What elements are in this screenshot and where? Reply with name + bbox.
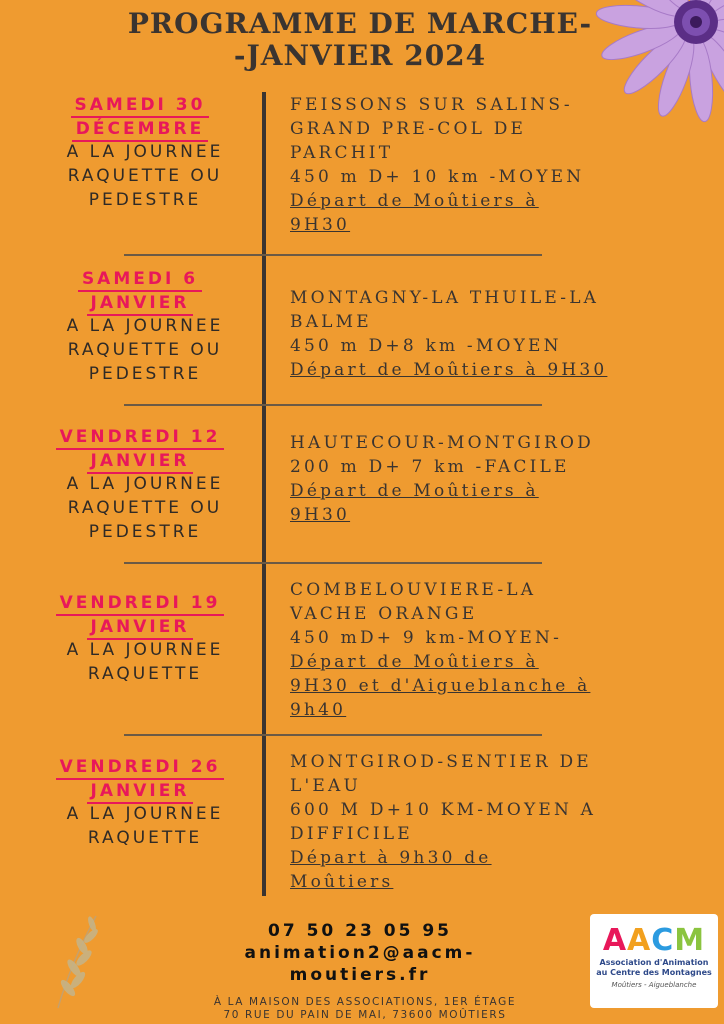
event-activity-line: PEDESTRE [88, 522, 202, 542]
row-divider [124, 734, 542, 736]
event-departure-line: Départ de Moûtiers à [290, 652, 539, 672]
event-activity-line: A LA JOURNEE [66, 474, 224, 494]
event-date-line: VENDREDI 19 [56, 592, 225, 616]
event-activity [20, 314, 270, 386]
event-description-line: 450 m D+8 km -MOYEN [290, 336, 562, 356]
event-description-line: BALME [290, 312, 372, 332]
event-activity-line: A LA JOURNEE [66, 640, 224, 660]
event-departure-line: Départ de Moûtiers à [290, 191, 539, 211]
event-date [20, 268, 260, 316]
page-title [80, 8, 640, 72]
event-departure-line: 9H30 [290, 505, 351, 525]
event-departure-line: Départ à 9h30 de [290, 848, 492, 868]
event-departure-line: Départ de Moûtiers à [290, 481, 539, 501]
event-activity-line: RAQUETTE [87, 664, 203, 684]
aacm-logo [590, 914, 718, 1008]
event-date-line: VENDREDI 12 [56, 426, 225, 450]
row-divider [124, 404, 542, 406]
logo-letter: M [674, 923, 706, 958]
event-description-line: 200 m D+ 7 km -FACILE [290, 457, 570, 477]
row-divider [124, 254, 542, 256]
event-description-line: COMBELOUVIERE-LA [290, 580, 537, 600]
email-line-1[interactable]: animation2@aacm- [244, 943, 476, 963]
event-activity-line: A LA JOURNEE [66, 316, 224, 336]
event-description-line: MONTAGNY-LA THUILE-LA [290, 288, 600, 308]
event-activity-line: RAQUETTE [87, 828, 203, 848]
event-description-line: 600 M D+10 KM-MOYEN A [290, 800, 597, 820]
event-departure-line: Moûtiers [290, 872, 394, 892]
event-date-line: SAMEDI 6 [78, 268, 202, 292]
leaf-sprig-icon [38, 910, 108, 1010]
event-description-line: PARCHIT [290, 143, 394, 163]
row-divider [124, 562, 542, 564]
event-activity [20, 140, 270, 212]
contact-block [180, 920, 540, 986]
event-date-line: JANVIER [87, 292, 194, 316]
address-line-1: À LA MAISON DES ASSOCIATIONS, 1ER ÉTAGE [213, 996, 517, 1008]
event-date-line: JANVIER [87, 616, 194, 640]
event-description-line: MONTGIROD-SENTIER DE [290, 752, 592, 772]
event-date [20, 94, 260, 142]
event-departure-line: 9H30 et d'Aigueblanche à [290, 676, 591, 696]
logo-mark [590, 924, 718, 958]
event-activity [20, 802, 270, 850]
event-activity-line: RAQUETTE OU [67, 340, 223, 360]
event-activity [20, 472, 270, 544]
event-activity [20, 638, 270, 686]
address [130, 996, 600, 1022]
event-activity-line: A LA JOURNEE [66, 142, 224, 162]
event-date-line: SAMEDI 30 [71, 94, 210, 118]
event-date [20, 426, 260, 474]
event-activity-line: A LA JOURNEE [66, 804, 224, 824]
event-activity-line: PEDESTRE [88, 190, 202, 210]
event-description-line: VACHE ORANGE [290, 604, 478, 624]
event-description-line: L'EAU [290, 776, 361, 796]
logo-letter: A [627, 923, 652, 958]
event-activity-line: RAQUETTE OU [67, 498, 223, 518]
event-description-line: HAUTECOUR-MONTGIROD [290, 433, 595, 453]
event-activity-line: PEDESTRE [88, 364, 202, 384]
event-departure-line: 9h40 [290, 700, 347, 720]
event-date-line: JANVIER [87, 450, 194, 474]
event-departure-line: Départ de Moûtiers à 9H30 [290, 360, 608, 380]
event-date [20, 592, 260, 640]
logo-name-line-1: Association d'Animation [599, 958, 709, 967]
event-date-line: DÉCEMBRE [72, 118, 208, 142]
event-description [290, 93, 710, 237]
event-description-line: FEISSONS SUR SALINS- [290, 95, 573, 115]
event-departure-line: 9H30 [290, 215, 351, 235]
phone-number[interactable]: 07 50 23 05 95 [268, 921, 452, 941]
logo-letter: A [602, 923, 628, 958]
event-activity-line: RAQUETTE OU [67, 166, 223, 186]
title-line-2: -JANVIER 2024 [233, 39, 487, 72]
title-line-1: PROGRAMME DE MARCHE- [127, 7, 593, 40]
event-description-line: DIFFICILE [290, 824, 413, 844]
event-description [290, 286, 710, 382]
event-description [290, 431, 710, 527]
event-description-line: 450 mD+ 9 km-MOYEN- [290, 628, 563, 648]
event-date-line: JANVIER [87, 780, 194, 804]
logo-letter: C [651, 923, 675, 958]
event-description [290, 578, 710, 722]
logo-place: Moûtiers - Aigueblanche [611, 981, 697, 989]
event-description [290, 750, 710, 894]
event-description-line: 450 m D+ 10 km -MOYEN [290, 167, 585, 187]
email-line-2[interactable]: moutiers.fr [289, 965, 431, 985]
event-date-line: VENDREDI 26 [56, 756, 225, 780]
event-date [20, 756, 260, 804]
logo-name-line-2: au Centre des Montagnes [596, 968, 712, 977]
event-description-line: GRAND PRE-COL DE [290, 119, 527, 139]
address-line-2: 70 RUE DU PAIN DE MAI, 73600 MOÛTIERS [223, 1009, 507, 1021]
